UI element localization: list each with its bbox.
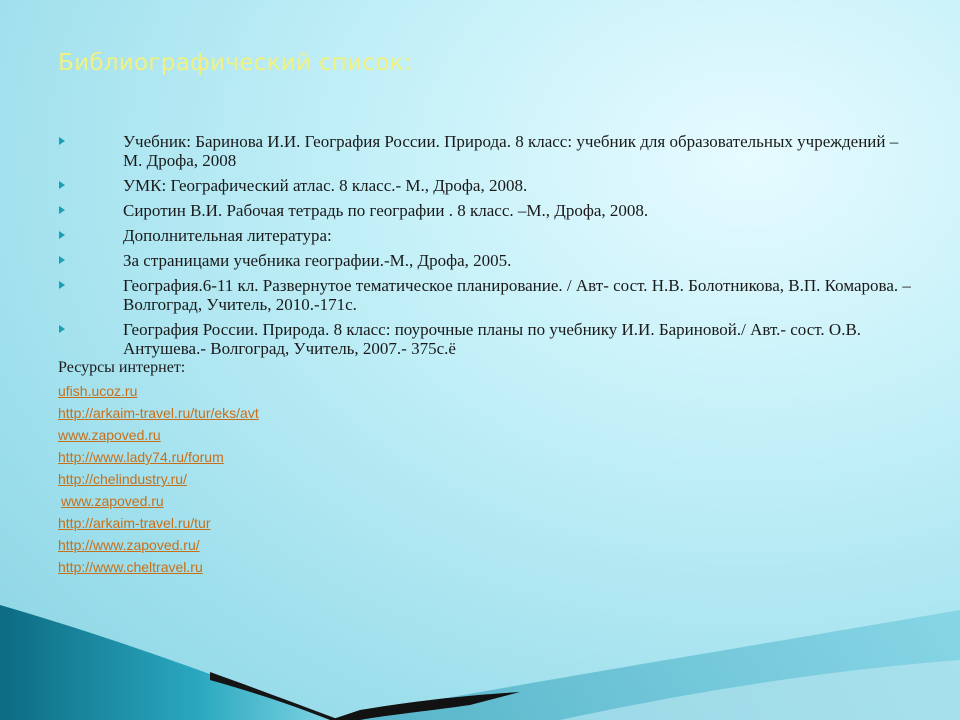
resource-link-item (58, 402, 658, 424)
bibliography-list (58, 132, 918, 364)
resource-links (58, 380, 658, 578)
wave-shape-dark (0, 605, 330, 720)
resource-link-item (58, 490, 658, 512)
bullet-arrow-icon (59, 231, 65, 239)
bullet-arrow-icon (59, 281, 65, 289)
bibliography-item (58, 226, 918, 245)
resource-link[interactable]: http://www.lady74.ru/forum (58, 449, 224, 465)
bibliography-item (58, 276, 918, 314)
bibliography-item (58, 201, 918, 220)
resource-link[interactable]: http://www.cheltravel.ru (58, 559, 203, 575)
bibliography-item (58, 320, 918, 358)
bullet-arrow-icon (59, 325, 65, 333)
resource-link-item (58, 534, 658, 556)
resource-link[interactable]: www.zapoved.ru (61, 493, 164, 509)
bullet-arrow-icon (59, 137, 65, 145)
resources-title: Ресурсы интернет: (58, 359, 186, 376)
bibliography-item-text: Дополнительная литература: (123, 226, 332, 245)
resource-link-item (58, 446, 658, 468)
bibliography-item-text: За страницами учебника географии.-М., Дрофа, 2005. (123, 251, 512, 270)
internet-resources (58, 358, 658, 578)
bibliography-item-text: Сиротин В.И. Рабочая тетрадь по географии . 8 класс. –М., Дрофа, 2008. (123, 201, 649, 220)
resource-link[interactable]: http://chelindustry.ru/ (58, 471, 187, 487)
slide-title: Библиографический список: (58, 50, 412, 76)
bibliography-item (58, 176, 918, 195)
bibliography-item-text: География.6-11 кл. Развернутое тематическое планирование. / Авт- сост. Н.В. Болотникова, В.П. Комарова. – Волгоград, Учитель, 2010.-171с. (123, 276, 911, 314)
resource-link-item (58, 556, 658, 578)
resource-link-item (58, 424, 658, 446)
resource-link[interactable]: http://arkaim-travel.ru/tur/eks/avt (58, 405, 259, 421)
bibliography-item-text: УМК: Географический атлас. 8 класс.- М., Дрофа, 2008. (123, 176, 528, 195)
resource-link[interactable]: ufish.ucoz.ru (58, 383, 138, 399)
bullet-arrow-icon (59, 206, 65, 214)
bullet-arrow-icon (59, 256, 65, 264)
resource-link[interactable]: http://www.zapoved.ru/ (58, 537, 200, 553)
bibliography-item-text: География России. Природа. 8 класс: поурочные планы по учебнику И.И. Бариновой./ Авт.- сост. О.В. Антушева.- Волгоград, Учитель, 2007.- 375с.ё (123, 320, 862, 358)
resource-link-item (58, 512, 658, 534)
resource-link-item (58, 468, 658, 490)
bibliography-item (58, 132, 918, 170)
bibliography-item-text: Учебник: Баринова И.И. География России. Природа. 8 класс: учебник для образовательных учреждений – М. Дрофа, 2008 (123, 132, 899, 170)
bullet-arrow-icon (59, 181, 65, 189)
resource-link-item (58, 380, 658, 402)
bibliography-item (58, 251, 918, 270)
resource-link[interactable]: http://arkaim-travel.ru/tur (58, 515, 211, 531)
resource-link[interactable]: www.zapoved.ru (58, 427, 161, 443)
